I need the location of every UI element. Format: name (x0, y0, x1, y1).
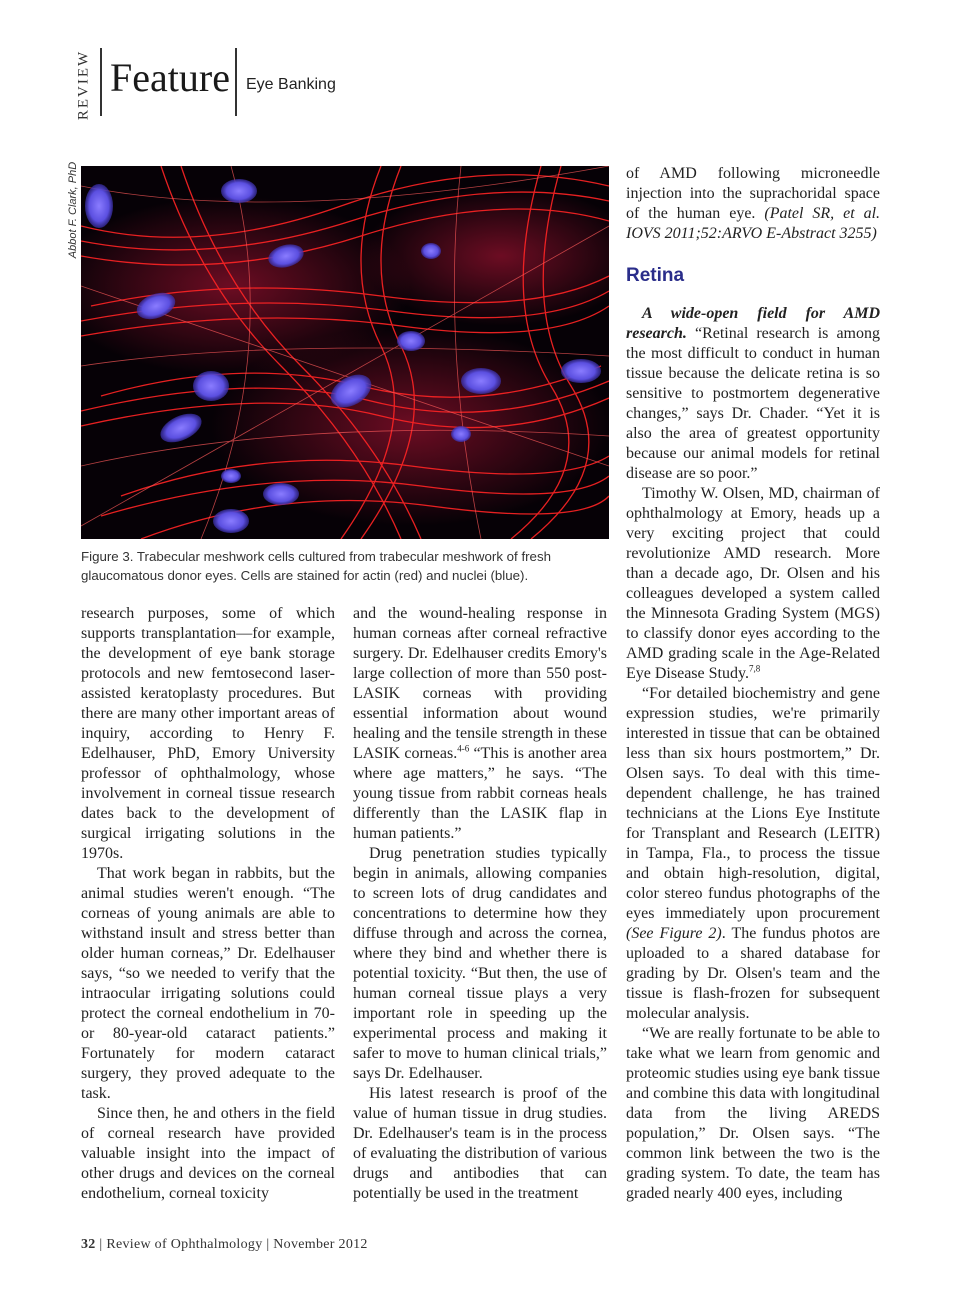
paragraph: His latest research is proof of the value of human tissue in drug studies. Dr. Edelhauser's team is in the process of evaluating the distribution of various drugs and antibodies that can potentially be used in the treatment (353, 1085, 607, 1202)
paragraph: research purposes, some of which supports transplantation—for example, the development of eye bank storage protocols and new femtosecond laser-assisted keratoplasty procedures. But there are many other important areas of inquiry, according to Henry F. Edelhauser, PhD, Emory University professor of ophthalmology, whose involvement in corneal tissue research dates back to the development of surgical irrigating solutions in the 1970s. (81, 605, 335, 862)
text-column-3 (626, 164, 880, 1204)
paragraph-text: of AMD following microneedle injection into the suprachoridal space of the human eye. (626, 165, 880, 222)
issue-date: November 2012 (273, 1237, 368, 1252)
paragraph-text: . The fundus photos are uploaded to a shared database for grading by Dr. Olsen's team and the tissue is flash-frozen for subsequent molecular analysis. (626, 925, 881, 1022)
paragraph (626, 164, 880, 244)
reference-superscript: 7,8 (748, 663, 761, 674)
paragraph-text: and the wound-healing response in human corneas after corneal refractive surgery. Dr. Edelhauser credits Emory's large collection of more than 550 post-LASIK corneas with providing essential information about wound healing and the tensile strength in these LASIK corneas. (353, 605, 607, 762)
paragraph (626, 684, 880, 1024)
feature-title: Feature (110, 55, 230, 100)
figure-caption (81, 547, 611, 585)
photo-credit (64, 161, 82, 259)
citation: (Patel SR, et al. IOVS 2011;52:ARVO E-Abstract 3255) (626, 205, 881, 242)
header-divider (235, 48, 237, 116)
header-divider (100, 48, 102, 116)
page-footer (81, 1237, 368, 1253)
page-number: 32 (81, 1237, 96, 1252)
paragraph-text: “Retinal research is among the most difficult to conduct in human tissue because the delicate retina is so sensitive to postmortem degenerative changes,” says Dr. Chader. “Yet it is also the area of greatest opportunity because our animal models for retinal disease are so poor.” (626, 325, 880, 482)
text-column-2 (353, 604, 607, 1204)
paragraph-text: Timothy W. Olsen, MD, chairman of ophthalmology at Emory, heads up a very exciting project that could revolutionize AMD research. More than a decade ago, Dr. Olsen and his colleagues developed a system called the Minnesota Grading System (MGS) to classify donor eyes according to the AMD grading scale in the Age-Related Eye Disease Study. (626, 485, 880, 682)
footer-separator: | (95, 1237, 107, 1252)
journal-name: Review of Ophthalmology (106, 1237, 263, 1252)
paragraph (353, 604, 607, 844)
footer-separator: | (262, 1237, 274, 1252)
subhead-retina: Retina (626, 265, 685, 286)
figure-image (81, 166, 609, 539)
text-column-1 (81, 604, 335, 1204)
paragraph: Drug penetration studies typically begin in animals, allowing companies to screen lots of drug candidates and concentrations to determine how they diffuse through and across the cornea, where they bind and whether there is potential toxicity. “But then, the use of human corneal tissue plays a very important role in speeding up the experimental process and making it safer to move to human clinical trials,” says Dr. Edelhauser. (353, 845, 607, 1082)
photo-credit-text: Abbot F. Clark, PhD (67, 161, 79, 259)
paragraph-text: “This is another area where age matters,” he says. “The young tissue from rabbit corneas heals differently than the LASIK flap in human patients.” (353, 745, 608, 842)
review-text: REVIEW (75, 49, 92, 121)
figure-reference: (See Figure 2) (626, 925, 722, 942)
paragraph: That work began in rabbits, but the animal studies weren't enough. “The corneas of young animals are able to withstand insult and stress better than older human corneas,” Dr. Edelhauser says, “so we needed to verify that the intraocular irrigating solutions could protect the corneal endothelium in 70- or 80-year-old cataract patients.” Fortunately for modern cataract surgery, they proved adequate to the task. (81, 865, 335, 1102)
lead-in: A wide-open field for AMD research. (626, 305, 880, 342)
paragraph-text: “For detailed biochemistry and gene expression studies, we're primarily interested in tissue that can be obtained less than six hours postmortem,” Dr. Olsen says. To deal with this time-dependent challenge, he has trained technicians at the Lions Eye Institute for Transplant and Research (LEITR) in Tampa, Fla., to process the tissue and obtain high-resolution, digital, color stereo fundus photographs of the eyes immediately upon procurement (626, 685, 880, 922)
caption-line: Figure 3. Trabecular meshwork cells cultured from trabecular meshwork of fresh (81, 549, 552, 564)
caption-line: glaucomatous donor eyes. Cells are stained for actin (red) and nuclei (blue). (81, 568, 529, 583)
paragraph (626, 484, 880, 684)
reference-superscript: 4-6 (457, 743, 470, 754)
paragraph: “We are really fortunate to be able to take what we learn from genomic and proteomic studies using eye bank tissue and combine this data with longitudinal data from the living AREDS population,” Dr. Olsen says. “The common link between the two is the grading system. To date, the team has graded nearly 400 eyes, including (626, 1025, 880, 1202)
section-label: Eye Banking (246, 76, 336, 93)
micrograph-illustration (81, 166, 609, 539)
paragraph (626, 304, 880, 484)
paragraph: Since then, he and others in the field of corneal research have provided valuable insight into the impact of other drugs and devices on the corneal endothelium, corneal toxicity (81, 1105, 335, 1202)
